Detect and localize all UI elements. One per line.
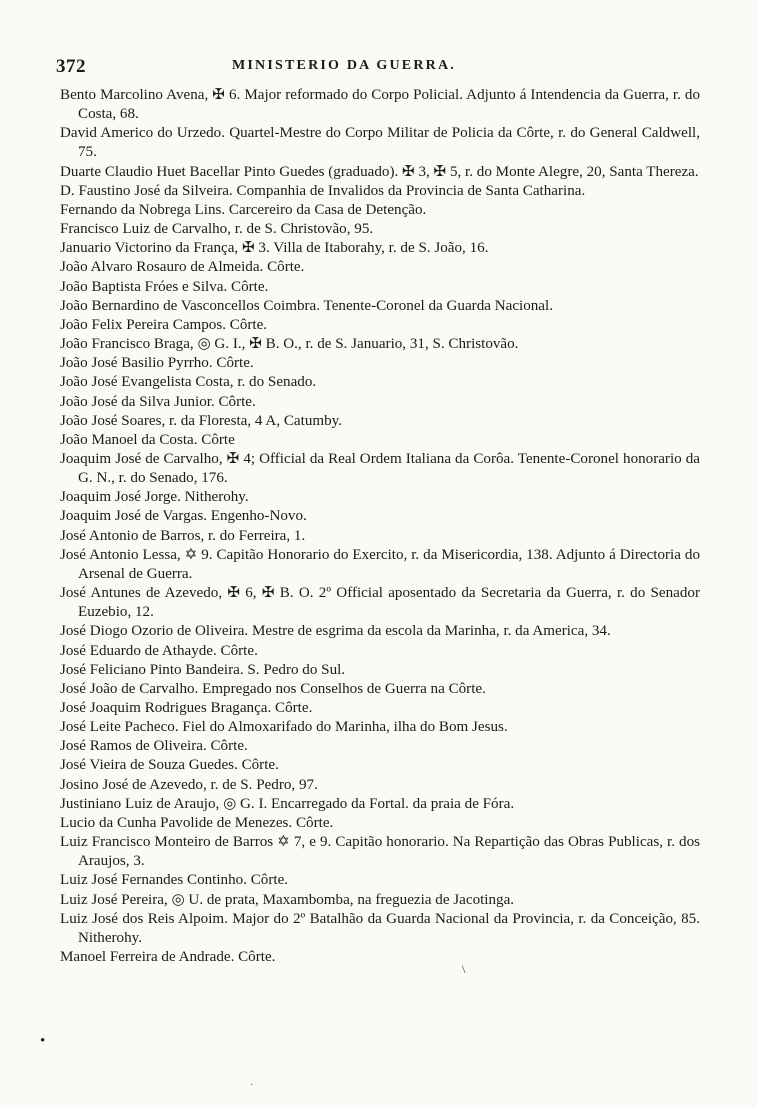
list-item: José Ramos de Oliveira. Côrte. bbox=[60, 738, 248, 755]
list-item: Luiz José Fernandes Continho. Côrte. bbox=[60, 872, 289, 889]
list-item: Fernando da Nobrega Lins. Carcereiro da Casa de Detenção. bbox=[60, 201, 427, 218]
list-item: José Vieira de Souza Guedes. Côrte. bbox=[60, 757, 279, 774]
list-item: José Joaquim Rodrigues Bragança. Côrte. bbox=[60, 700, 313, 716]
list-item: João José Basilio Pyrrho. Côrte. bbox=[60, 355, 254, 372]
list-item: José Eduardo de Athayde. Côrte. bbox=[60, 642, 258, 659]
list-item: Januario Victorino da França, ✠ 3. Villa de Itaborahy, r. de S. João, 16. bbox=[60, 240, 489, 257]
list-item: José Leite Pacheco. Fiel do Almoxarifado do Marinha, ilha do Bom Jesus. bbox=[60, 719, 508, 736]
list-item: José Antonio Lessa, ✡ 9. Capitão Honorario do Exercito, r. da Misericordia, 138. Adjunto á Directoria do Arsenal de Guerra. bbox=[60, 546, 700, 582]
list-item: João Felix Pereira Campos. Côrte. bbox=[60, 316, 268, 333]
list-item: Manoel Ferreira de Andrade. Côrte. bbox=[60, 949, 276, 966]
list-item: José Antunes de Azevedo, ✠ 6, ✠ B. O. 2º Official aposentado da Secretaria da Guerra, r. do Senador Euzebio, 12. bbox=[60, 585, 700, 621]
list-item: João José Evangelista Costa, r. do Senado. bbox=[60, 374, 317, 391]
list-item: Luiz José dos Reis Alpoim. Major do 2º Batalhão da Guarda Nacional da Provincia, r. da Conceição, 85. Nitherohy. bbox=[60, 910, 700, 946]
list-item: D. Faustino José da Silveira. Companhia de Invalidos da Provincia de Santa Catharina. bbox=[60, 182, 586, 199]
running-head: MINISTERIO DA GUERRA. bbox=[232, 58, 456, 73]
list-item: José João de Carvalho. Empregado nos Conselhos de Guerra na Côrte. bbox=[60, 680, 486, 697]
list-item: João Alvaro Rosauro de Almeida. Côrte. bbox=[60, 259, 305, 276]
list-item: João Manoel da Costa. Côrte bbox=[60, 431, 235, 448]
list-item: João Francisco Braga, ◎ G. I., ✠ B. O., r. de S. Januario, 31, S. Christovão. bbox=[60, 336, 519, 353]
list-item: Joaquim José de Vargas. Engenho-Novo. bbox=[60, 508, 307, 525]
list-item: Joaquim José Jorge. Nitherohy. bbox=[60, 489, 249, 506]
margin-bullet: • bbox=[40, 1033, 46, 1049]
list-item: João Bernardino de Vasconcellos Coimbra. Tenente-Coronel da Guarda Nacional. bbox=[60, 297, 553, 314]
stray-mark: \ bbox=[462, 962, 466, 976]
list-item: Duarte Claudio Huet Bacellar Pinto Guedes (graduado). ✠ 3, ✠ 5, r. do Monte Alegre, 20, Santa Thereza. bbox=[60, 163, 699, 180]
list-item: João José Soares, r. da Floresta, 4 A, Catumby. bbox=[60, 412, 342, 429]
list-item: Bento Marcolino Avena, ✠ 6. Major reformado do Corpo Policial. Adjunto á Intendencia da Guerra, r. do Costa, 68. bbox=[60, 87, 700, 123]
list-item: Joaquim José de Carvalho, ✠ 4; Official da Real Ordem Italiana da Corôa. Tenente-Coronel honorario da G. N., r. do Senado, 176. bbox=[60, 450, 700, 487]
list-item: David Americo do Urzedo. Quartel-Mestre do Corpo Militar de Policia da Côrte, r. do General Caldwell, 75. bbox=[60, 125, 700, 161]
list-item: José Feliciano Pinto Bandeira. S. Pedro do Sul. bbox=[60, 661, 346, 678]
list-item: Luiz Francisco Monteiro de Barros ✡ 7, e 9. Capitão honorario. Na Repartição das Obras Publicas, r. dos Araujos, 3. bbox=[60, 834, 700, 870]
list-item: José Antonio de Barros, r. do Ferreira, 1. bbox=[60, 527, 306, 544]
list-item: Francisco Luiz de Carvalho, r. de S. Christovão, 95. bbox=[60, 221, 374, 238]
list-item: Josino José de Azevedo, r. de S. Pedro, 97. bbox=[60, 776, 318, 793]
list-item: Lucio da Cunha Pavolide de Menezes. Côrte. bbox=[60, 814, 334, 831]
list-item: João José da Silva Junior. Côrte. bbox=[60, 393, 256, 410]
list-item: Luiz José Pereira, ◎ U. de prata, Maxambomba, na freguezia de Jacotinga. bbox=[60, 891, 515, 908]
list-item: José Diogo Ozorio de Oliveira. Mestre de esgrima da escola da Marinha, r. da America, 34. bbox=[60, 623, 611, 640]
page-number: 372 bbox=[56, 56, 86, 77]
entry-list bbox=[60, 86, 700, 967]
footer-dots: · bbox=[250, 1080, 256, 1091]
list-item: Justiniano Luiz de Araujo, ◎ G. I. Encarregado da Fortal. da praia de Fóra. bbox=[60, 795, 515, 812]
list-item: João Baptista Fróes e Silva. Côrte. bbox=[60, 278, 269, 295]
